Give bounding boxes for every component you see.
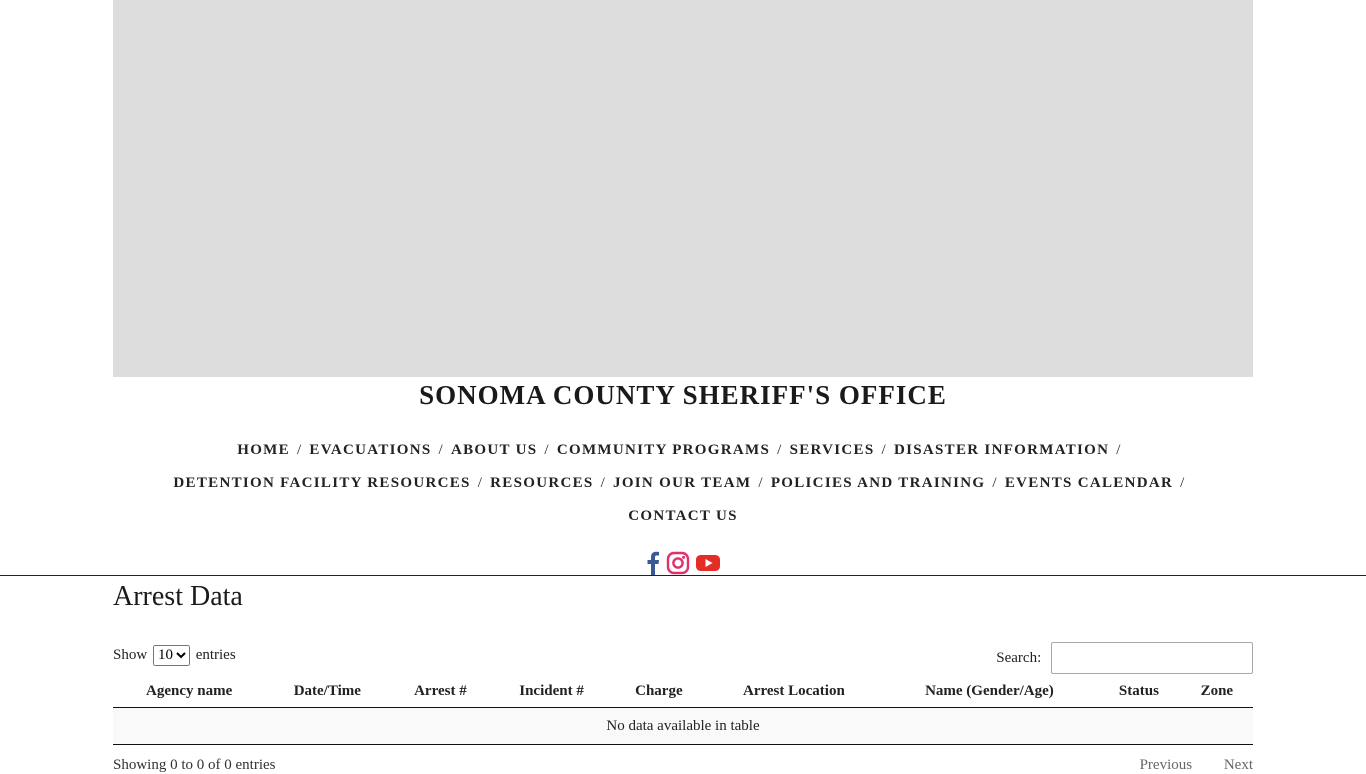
- facebook-icon[interactable]: [646, 551, 660, 575]
- page-heading: Arrest Data: [113, 581, 243, 612]
- column-header-arrest-number[interactable]: Arrest #: [389, 675, 491, 708]
- nav-separator: /: [1116, 442, 1122, 458]
- entries-label: entries: [195, 647, 236, 663]
- column-header-agency-name[interactable]: Agency name: [113, 675, 265, 708]
- previous-page-button[interactable]: Previous: [1139, 757, 1193, 773]
- table-search: [996, 642, 1253, 674]
- nav-separator: /: [438, 442, 444, 458]
- nav-join-our-team[interactable]: JOIN OUR TEAM: [613, 475, 752, 491]
- column-header-arrest-location[interactable]: Arrest Location: [706, 675, 881, 708]
- search-label: Search:: [996, 649, 1042, 666]
- header-banner-image: [113, 0, 1253, 377]
- site-title: SONOMA COUNTY SHERIFF'S OFFICE: [419, 380, 947, 410]
- nav-separator: /: [477, 475, 484, 491]
- nav-separator: /: [777, 442, 783, 458]
- nav-separator: /: [1180, 475, 1186, 491]
- nav-community-programs[interactable]: COMMUNITY PROGRAMS: [556, 442, 771, 458]
- nav-separator: /: [992, 475, 998, 491]
- nav-disaster-information[interactable]: DISASTER INFORMATION: [893, 442, 1110, 458]
- instagram-icon[interactable]: [666, 551, 690, 575]
- nav-detention-facility-resources[interactable]: DETENTION FACILITY RESOURCES: [173, 475, 471, 491]
- nav-evacuations[interactable]: EVACUATIONS: [309, 442, 432, 458]
- youtube-icon[interactable]: [696, 554, 720, 572]
- pagination: [1112, 757, 1253, 774]
- nav-policies-and-training[interactable]: POLICIES AND TRAINING: [770, 475, 986, 491]
- column-header-incident-number[interactable]: Incident #: [492, 675, 612, 708]
- nav-about-us[interactable]: ABOUT US: [450, 442, 538, 458]
- content-divider: [0, 575, 1366, 576]
- nav-contact-us[interactable]: CONTACT US: [628, 508, 738, 524]
- nav-row: [150, 470, 1216, 503]
- nav-separator: /: [881, 442, 887, 458]
- search-input[interactable]: [1051, 642, 1253, 674]
- nav-separator: /: [600, 475, 607, 491]
- nav-resources[interactable]: RESOURCES: [490, 475, 594, 491]
- social-links: [0, 551, 1366, 575]
- nav-row: [150, 437, 1216, 470]
- table-info: Showing 0 to 0 of 0 entries: [113, 757, 276, 773]
- entries-length-control: [113, 644, 236, 666]
- empty-table-message: No data available in table: [113, 708, 1253, 745]
- nav-separator: /: [758, 475, 764, 491]
- arrest-data-table: [113, 675, 1253, 745]
- main-nav: [150, 437, 1216, 536]
- next-page-button[interactable]: Next: [1223, 757, 1253, 773]
- column-header-date-time[interactable]: Date/Time: [265, 675, 389, 708]
- table-row: [113, 708, 1253, 745]
- show-label: Show: [113, 647, 148, 663]
- nav-services[interactable]: SERVICES: [789, 442, 875, 458]
- nav-events-calendar[interactable]: EVENTS CALENDAR: [1004, 475, 1174, 491]
- nav-row: [150, 503, 1216, 536]
- nav-separator: /: [296, 442, 303, 458]
- nav-home[interactable]: HOME: [237, 442, 290, 458]
- entries-per-page-select[interactable]: [153, 645, 190, 666]
- column-header-name-gender-age[interactable]: Name (Gender/Age): [882, 675, 1098, 708]
- column-header-status[interactable]: Status: [1097, 675, 1180, 708]
- column-header-charge[interactable]: Charge: [612, 675, 707, 708]
- table-header-row: [113, 675, 1253, 708]
- column-header-zone[interactable]: Zone: [1181, 675, 1253, 708]
- nav-separator: /: [544, 442, 550, 458]
